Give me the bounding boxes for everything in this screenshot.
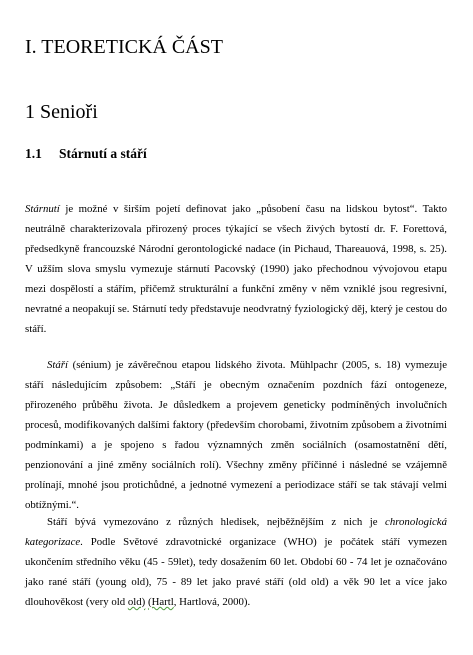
- part-title: I. TEORETICKÁ ČÁST: [25, 36, 223, 58]
- chapter-title: 1 Senioři: [25, 101, 98, 123]
- paragraph-aging-text: je možné v širším pojetí definovat jako „působení času na lidskou bytost“. Takto neutrálně charakterizovala přirozený proces týkající se všech živých bytostí dr. F. Forettová, předsedkyně francouzské Národní gerontologické nadace (in Pichaud, Thareauová, 1998, s. 25). V užším slova smyslu vymezuje stárnutí Pacovský (1990) jako přechodnou vývojovou etapu mezi dospělostí a stářím, přičemž strukturální a funkční změny v něm vzniklé jsou regresivní, nevratné a neopakují se. Stárnutí tedy představuje neodvratný fyziologický děj, který je cestou do stáří.: [25, 203, 447, 335]
- paragraph-categorization: [25, 512, 447, 612]
- spellcheck-marked-word[interactable]: (Hartl: [147, 596, 174, 608]
- paragraph-categorization-text-3: , Hartlová, 2000).: [173, 596, 251, 608]
- emphasis-chronological: chronologická kategorizace: [25, 516, 447, 548]
- term-stari: Stáří: [47, 359, 68, 371]
- paragraph-categorization-text-2: . Podle Světové zdravotnické organizace (WHO) je počátek stáří vymezen ukončením středního věku (45 - 59let), tedy dosažením 60 let. Období 60 - 74 let je označováno jako rané stáří (young old), 75 - 89 let jako pravé stáří (old old) a věk 90 let a více jako dlouhověkost (very old: [25, 536, 447, 608]
- section-heading: [25, 146, 147, 162]
- section-number: 1.1: [25, 146, 42, 161]
- section-title: Stárnutí a stáří: [59, 146, 147, 161]
- paragraph-aging: [25, 199, 447, 339]
- paragraph-old-age-text: (sénium) je závěrečnou etapou lidského života. Mühlpachr (2005, s. 18) vymezuje stáří následujícím způsobem: „Stáří je obecným označením pozdních fází ontogeneze, přirozeného průběhu života. Je důsledkem a projevem geneticky podmíněných involučních procesů, modifikovaných dalšími faktory (především chorobami, životním způsobem a životními podmínkami) a je spojeno s řadou významných změn sociálních (osamostatnění dětí, penzionování a jiné změny sociálních rolí). Všechny změny příčinné i následné se vzájemně prolínají, mnohé jsou protichůdné, a jednotné vymezení a periodizace stáří se tak stávají velmi obtížnými.“.: [25, 359, 447, 511]
- spellcheck-marked-word[interactable]: old): [127, 596, 146, 608]
- term-starnuti: Stárnutí: [25, 203, 60, 215]
- paragraph-categorization-text-1: Stáří bývá vymezováno z různých hledisek, nejběžnějším z nich je: [47, 516, 386, 528]
- paragraph-old-age: [25, 355, 447, 515]
